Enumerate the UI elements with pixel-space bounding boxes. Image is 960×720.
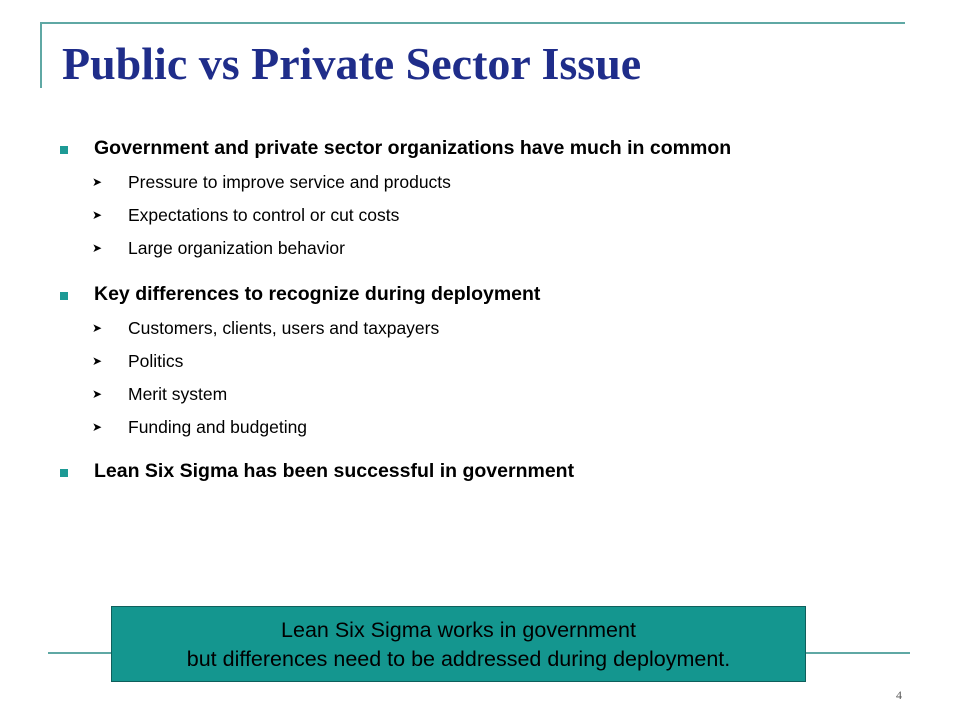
subbullet-text: Customers, clients, users and taxpayers [128,318,440,338]
subbullet-item [58,166,818,199]
subbullet-item [58,232,818,265]
slide-title: Public vs Private Sector Issue [62,38,642,89]
subbullet-list [58,312,818,444]
square-bullet-icon [60,146,68,154]
callout-line-2: but differences need to be addressed during deployment. [186,647,731,671]
subbullet-text: Funding and budgeting [128,417,308,437]
bullet-list [58,133,818,486]
subbullet-text: Expectations to control or cut costs [128,205,400,225]
square-bullet-icon [60,292,68,300]
bullet-item [58,456,818,486]
subbullet-item [58,411,818,444]
arrow-bullet-icon: ➤ [92,354,103,368]
square-bullet-icon [60,469,68,477]
page-number: 4 [896,688,902,702]
subbullet-text: Politics [128,351,184,371]
subbullet-text: Merit system [128,384,228,404]
top-rule [40,22,905,24]
arrow-bullet-icon: ➤ [92,321,103,335]
callout-box [111,606,806,682]
arrow-bullet-icon: ➤ [92,175,103,189]
arrow-bullet-icon: ➤ [92,387,103,401]
subbullet-item [58,199,818,232]
bullet-item [58,279,818,309]
subbullet-item [58,378,818,411]
subbullet-item [58,312,818,345]
bullet-text: Government and private sector organizations have much in common [94,137,732,159]
left-rule [40,22,42,88]
arrow-bullet-icon: ➤ [92,241,103,255]
subbullet-list [58,166,818,265]
subbullet-text: Large organization behavior [128,238,345,258]
bullet-text: Key differences to recognize during deployment [94,283,541,305]
subbullet-text: Pressure to improve service and products [128,172,451,192]
arrow-bullet-icon: ➤ [92,208,103,222]
subbullet-item [58,345,818,378]
bullet-item [58,133,818,163]
callout-line-1: Lean Six Sigma works in government [281,618,636,642]
arrow-bullet-icon: ➤ [92,420,103,434]
bullet-text: Lean Six Sigma has been successful in government [94,460,575,482]
